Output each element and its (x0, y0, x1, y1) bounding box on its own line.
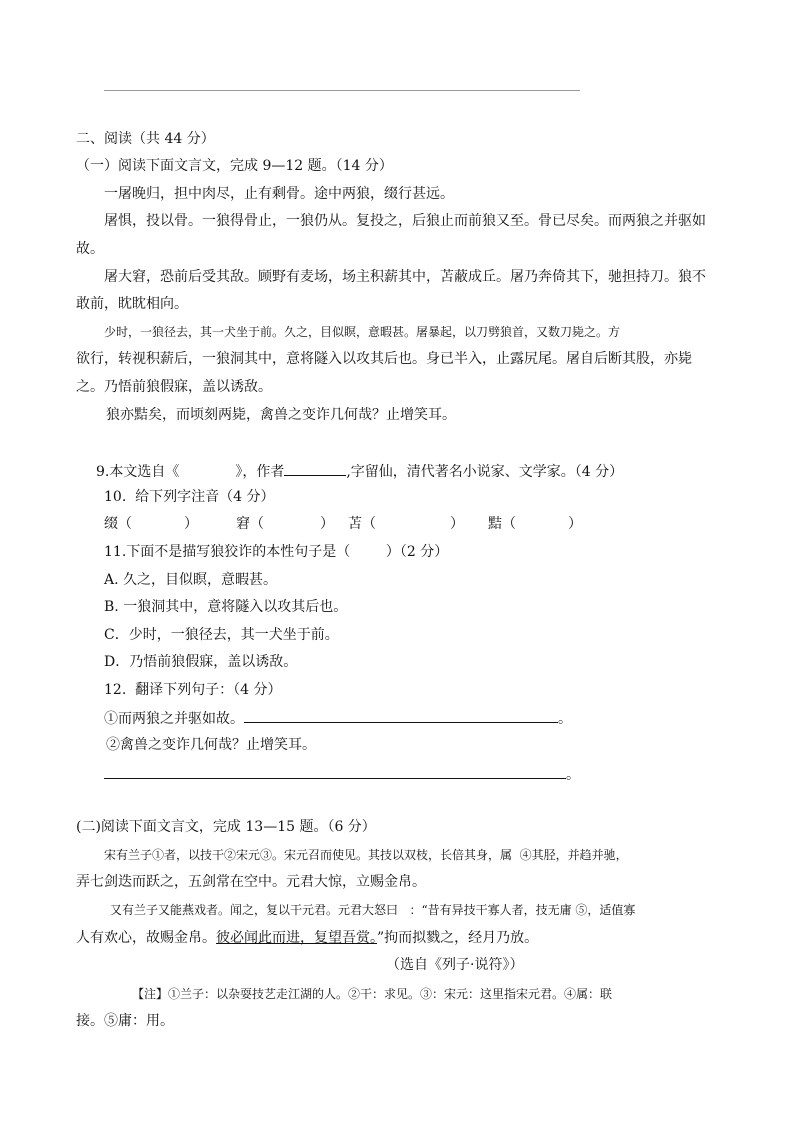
q9-blank-author[interactable] (284, 461, 346, 476)
q10-item: 缀（ (104, 516, 132, 532)
q12-answer-line-2[interactable] (104, 764, 566, 779)
q10-item-close: ） (568, 516, 582, 532)
passage2-line: 弄七剑迭而跃之，五剑常在空中。元君大惊，立赐金帛。 (76, 874, 426, 890)
q11-option-b: B. 一狼洞其中，意将隧入以攻其后也。 (104, 599, 348, 615)
q12-sentence-1 (104, 708, 572, 728)
header-rule (104, 90, 580, 91)
section-title: 二、阅读（共 44 分） (76, 131, 215, 147)
passage-paragraph: 狼亦黠矣，而顷刻两毙，禽兽之变诈几何哉？止增笑耳。 (106, 407, 456, 423)
q12-end-mark: 。 (566, 767, 580, 783)
passage-paragraph: 欲行，转视积薪后，一狼洞其中，意将隧入以攻其后也。身已半入，止露尻尾。屠自后断其股，亦毙 (76, 351, 692, 367)
question-12-stem: 12. 翻译下列句子：（4 分） (104, 682, 282, 698)
q10-item: 黠（ (488, 516, 516, 532)
q9-middle: 》，作者 (235, 464, 285, 480)
q11-option-d: D．乃悟前狼假寐，盖以诱敌。 (104, 654, 298, 670)
q10-item-close: ） (184, 516, 198, 532)
q10-item: 窘（ (236, 516, 264, 532)
passage-paragraph: 敢前，眈眈相向。 (76, 296, 188, 312)
q10-item-close: ） (320, 516, 334, 532)
passage-paragraph: 之。乃悟前狼假寐，盖以诱敌。 (76, 379, 272, 395)
passage2-line: 宋有兰子①者，以技干②宋元③。宋元召而使见。其技以双枝，长倍其身，属 ④其胫，并趋并驰， (104, 848, 628, 862)
underlined-sentence: 彼必闻此而进，复望吾赏。 (216, 930, 377, 946)
passage-paragraph: 屠惧，投以骨。一狼得骨止，一狼仍从。复投之，后狼止而前狼又至。骨已尽矣。而两狼之并驱如 (104, 213, 706, 229)
part1-heading: （一）阅读下面文言文，完成 9—12 题。（14 分） (76, 158, 393, 174)
passage-paragraph: 少时，一狼径去，其一犬坐于前。久之，目似瞑，意暇甚。屠暴起，以刀劈狼首，又数刀毙之。方 (104, 325, 621, 339)
q10-item: 苫（ (348, 516, 376, 532)
question-9 (96, 461, 623, 481)
q9-prefix: 9.本文选自《 (96, 464, 180, 480)
q10-item-close: ） (450, 516, 464, 532)
question-11-stem: 11.下面不是描写狼狡诈的本性句子是（ ）（2 分） (104, 544, 449, 560)
passage-paragraph: 一屠晚归，担中肉尽，止有剩骨。途中两狼，缀行甚远。 (104, 186, 454, 202)
source-citation: （选自《列子·说符》） (386, 957, 524, 973)
passage-paragraph: 屠大窘，恐前后受其敌。顾野有麦场，场主积薪其中，苫蔽成丘。屠乃奔倚其下，驰担持刀。狼不 (104, 269, 706, 285)
passage2-text: 人有欢心，故赐金帛。 (76, 930, 216, 946)
annotation-note: 【注】①兰子：以杂耍技艺走江湖的人。②干：求见。③：宋元：这里指宋元君。④属：联 (132, 987, 613, 1001)
q12-end-mark: 。 (558, 711, 572, 727)
part2-heading: (二)阅读下面文言文，完成 13—15 题。（6 分） (76, 819, 376, 835)
q11-option-a: A. 久之，目似瞑，意暇甚。 (104, 572, 278, 588)
q12-s1-text: ①而两狼之并驱如故。 (104, 711, 244, 727)
passage2-line: 又有兰子又能燕戏者。闻之，复以干元君。元君大怒曰 ：“昔有异技干寡人者，技无庸 ⑤，适值寡 (110, 903, 636, 917)
passage2-line (76, 929, 538, 947)
annotation-note: 接。⑤庸：用。 (76, 1013, 174, 1029)
q12-answer-2 (104, 764, 580, 784)
q11-option-c: C．少时，一狼径去，其一犬坐于前。 (104, 627, 339, 643)
q9-suffix: ,字留仙，清代著名小说家、文学家。（4 分） (346, 464, 624, 480)
passage2-text: ”拘而拟戮之，经月乃放。 (377, 930, 539, 946)
q12-answer-line-1[interactable] (244, 708, 558, 723)
question-10-stem: 10. 给下列字注音（4 分） (104, 489, 275, 505)
q12-sentence-2: ②禽兽之变诈几何哉？止增笑耳。 (106, 737, 316, 753)
passage-paragraph: 故。 (76, 241, 104, 257)
